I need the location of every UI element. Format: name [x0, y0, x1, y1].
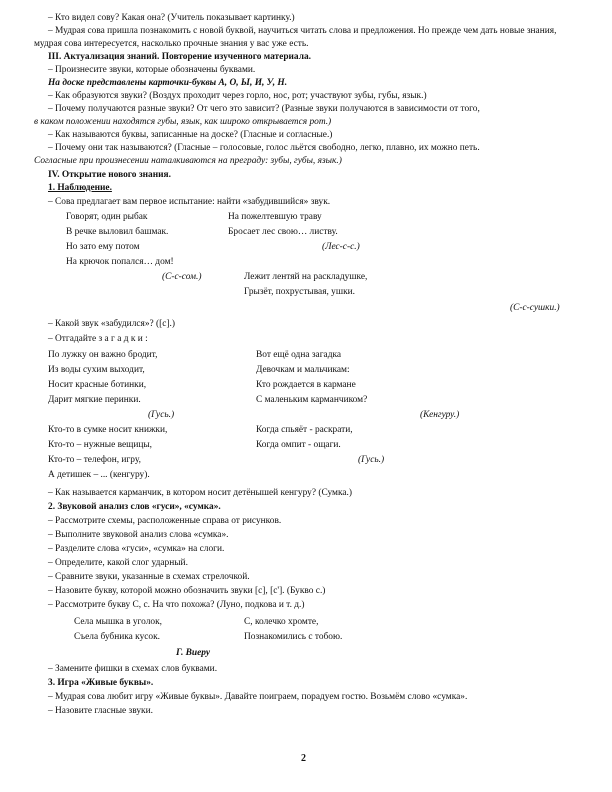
riddle-line: Когда спьяёт - раскрати, [256, 425, 353, 435]
riddle-line: Когда омпит - ощаги. [256, 440, 341, 450]
text-line: в каком положении находятся губы, язык, как широко открывается рот.) [34, 117, 332, 127]
riddle-line: Из воды сухим выходит, [48, 365, 145, 375]
poem-line: Лежит лентяй на раскладушке, [244, 272, 368, 282]
poem-author: Г. Виеру [176, 648, 210, 658]
text-line: – Почему получаются разные звуки? От чего это зависит? (Разные звуки получаются в зависимости от того, [48, 104, 480, 114]
poem-line: На пожелтевшую траву [228, 212, 322, 222]
text-line: – Определите, какой слог ударный. [48, 558, 188, 568]
subsection-heading: 2. Звуковой анализ слов «гуси», «сумка». [48, 502, 221, 512]
text-line: – Мудрая сова любит игру «Живые буквы». Давайте поиграем, порадуем гостю. Возьмём слово «сумка». [48, 692, 468, 702]
riddle-line: Дарит мягкие перинки. [48, 395, 141, 405]
text-line: – Произнесите звуки, которые обозначены буквами. [48, 65, 256, 75]
poem-line: Грызёт, похрустывая, ушки. [244, 287, 356, 297]
poem-line: С, колечко хромте, [244, 617, 319, 627]
text-line: – Какой звук «забудился»? ([с].) [48, 319, 176, 329]
riddle-answer: (Гусь.) [148, 410, 175, 420]
text-line: – Рассмотрите схемы, расположенные справа от рисунков. [48, 516, 282, 526]
riddle-line: Кто-то в сумке носит книжки, [48, 425, 168, 435]
subsection-heading: 1. Наблюдение. [48, 183, 112, 193]
riddle-line: Девочкам и мальчикам: [256, 365, 350, 375]
section-heading: IV. Открытие нового знания. [48, 170, 171, 180]
text-line: Согласные при произнесении наталкиваются на преграду: зубы, губы, язык.) [34, 156, 342, 166]
poem-answer: (С-с-сушки.) [510, 303, 560, 313]
text-line: – Разделите слова «гуси», «сумка» на слоги. [48, 544, 225, 554]
text-line: – Замените фишки в схемах слов буквами. [48, 664, 218, 674]
text-line: – Кто видел сову? Какая она? (Учитель показывает картинку.) [48, 13, 295, 23]
text-line: – Назовите букву, которой можно обозначить звуки [с], [с']. (Букво с.) [48, 586, 326, 596]
text-line: – Сравните звуки, указанные в схемах стрелочкой. [48, 572, 250, 582]
text-line: – Отгадайте з а г а д к и : [48, 334, 148, 344]
text-line: мудрая сова интересуется, насколько прочные знания у вас уже есть. [34, 39, 309, 49]
riddle-answer: (Гусь.) [358, 455, 385, 465]
subsection-heading: 3. Игра «Живые буквы». [48, 678, 154, 688]
poem-line: Но зато ему потом [66, 242, 140, 252]
riddle-line: Кто-то – нужные вещицы, [48, 440, 153, 450]
riddle-line: С маленьким карманчиком? [256, 395, 368, 405]
riddle-line: А детишек – ... (кенгуру). [48, 470, 150, 480]
text-line: – Почему они так называются? (Гласные – голосовые, голос льётся свободно, легко, плавно, их можно петь. [48, 143, 480, 153]
poem-answer: (С-с-сом.) [162, 272, 202, 282]
poem-line: Бросает лес свою… листву. [228, 227, 338, 237]
riddle-line: Кто рождается в кармане [256, 380, 356, 390]
text-line: – Сова предлагает вам первое испытание: найти «забудившийся» звук. [48, 197, 331, 207]
poem-line: Познакомились с тобою. [244, 632, 343, 642]
poem-line: Села мышка в уголок, [74, 617, 162, 627]
riddle-answer: (Кенгуру.) [420, 410, 460, 420]
poem-line: На крючок попался… дом! [66, 257, 174, 267]
poem-line: Съела бубника кусок. [74, 632, 160, 642]
text-line: – Как называется карманчик, в котором носит детёнышей кенгуру? (Сумка.) [48, 488, 353, 498]
text-line: – Как образуются звуки? (Воздух проходит через горло, нос, рот; участвуют зубы, губы, язык.) [48, 91, 427, 101]
text-line: – Рассмотрите букву С, с. На что похожа? (Луно, подкова и т. д.) [48, 600, 305, 610]
poem-answer: (Лес-с-с.) [322, 242, 360, 252]
text-line: На доске представлены карточки-буквы А, О, Ы, И, У, Н. [48, 78, 288, 88]
riddle-line: Вот ещё одна загадка [256, 350, 342, 360]
riddle-line: Носит красные ботинки, [48, 380, 147, 390]
riddle-line: Кто-то – телефон, игру, [48, 455, 141, 465]
text-line: – Выполните звуковой анализ слова «сумка». [48, 530, 229, 540]
text-line: – Назовите гласные звуки. [48, 706, 153, 716]
section-heading: III. Актуализация знаний. Повторение изученного материала. [48, 52, 311, 62]
poem-line: Говорят, один рыбак [66, 212, 148, 222]
poem-line: В речке выловил башмак. [66, 227, 169, 237]
text-line: – Как называются буквы, записанные на доске? (Гласные и согласные.) [48, 130, 333, 140]
page-number: 2 [301, 753, 306, 764]
riddle-line: По лужку он важно бродит, [48, 350, 158, 360]
text-line: – Мудрая сова пришла познакомить с новой буквой, научиться читать слова и предложения. Но прежде чем дать новые знания, [48, 26, 557, 36]
